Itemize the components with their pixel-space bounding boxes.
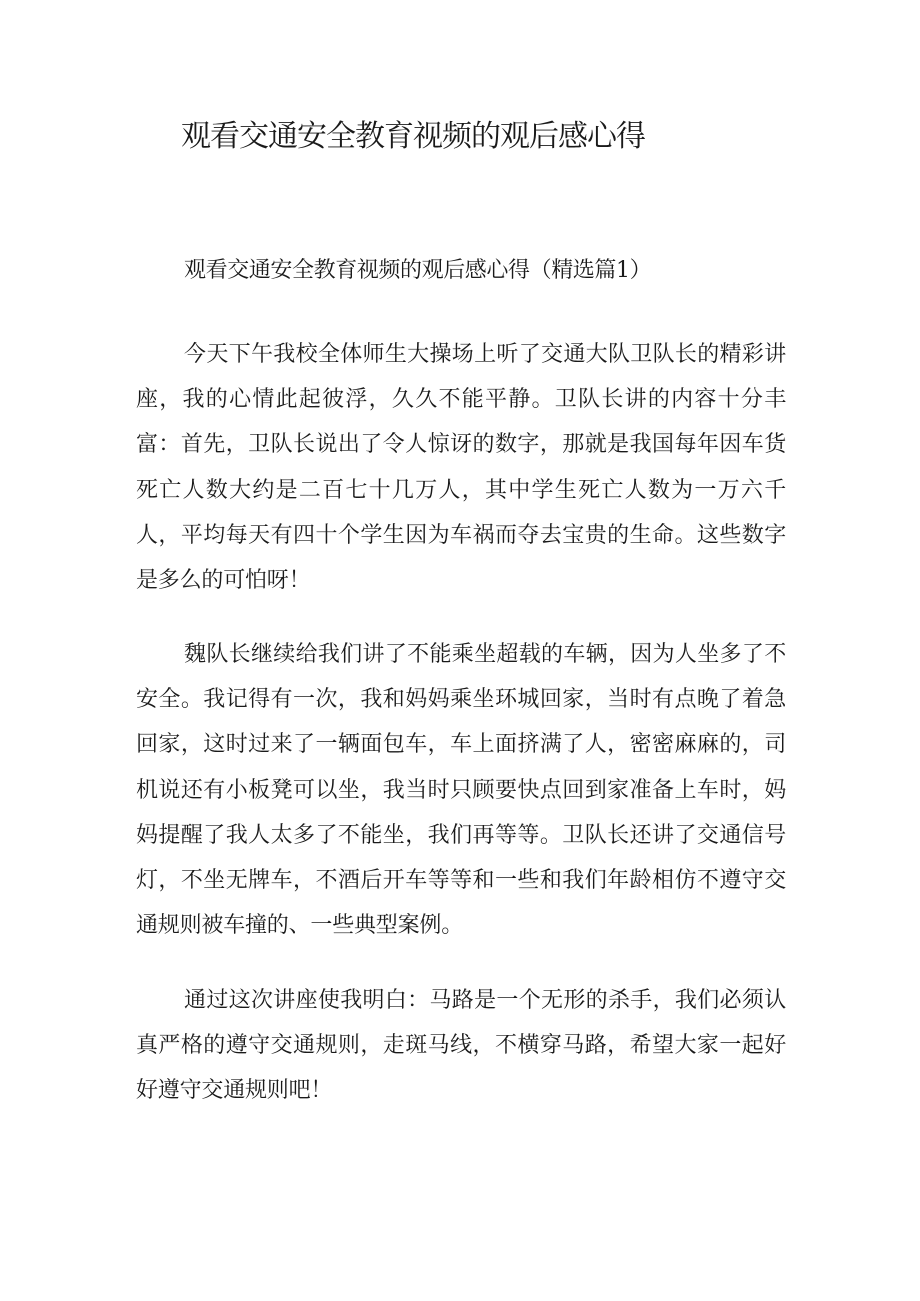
paragraph-3: 通过这次讲座使我明白：马路是一个无形的杀手，我们必须认真严格的遵守交通规则，走斑马线，不横穿马路，希望大家一起好好遵守交通规则吧！ (136, 988, 786, 1104)
paragraph-1: 今天下午我校全体师生大操场上听了交通大队卫队长的精彩讲座，我的心情此起彼浮，久久不能平静。卫队长讲的内容十分丰富：首先，卫队长说出了令人惊讶的数字，那就是我国每年因车货死亡人数大约是二百七十几万人，其中学生死亡人数为一万六千人，平均每天有四十个学生因为车祸而夺去宝贵的生命。这些数字是多么的可怕呀！ (136, 342, 786, 594)
document-title: 观看交通安全教育视频的观后感心得 (181, 119, 645, 154)
paragraph-2: 魏队长继续给我们讲了不能乘坐超载的车辆，因为人坐多了不安全。我记得有一次，我和妈妈乘坐环城回家，当时有点晚了着急回家，这时过来了一辆面包车，车上面挤满了人，密密麻麻的，司机说还有小板凳可以坐，我当时只顾要快点回到家准备上车时，妈妈提醒了我人太多了不能坐，我们再等等。卫队长还讲了交通信号灯，不坐无牌车，不酒后开车等等和一些和我们年龄相仿不遵守交通规则被车撞的、一些典型案例。 (136, 642, 786, 939)
section-subtitle: 观看交通安全教育视频的观后感心得（精选篇1） (184, 258, 652, 283)
